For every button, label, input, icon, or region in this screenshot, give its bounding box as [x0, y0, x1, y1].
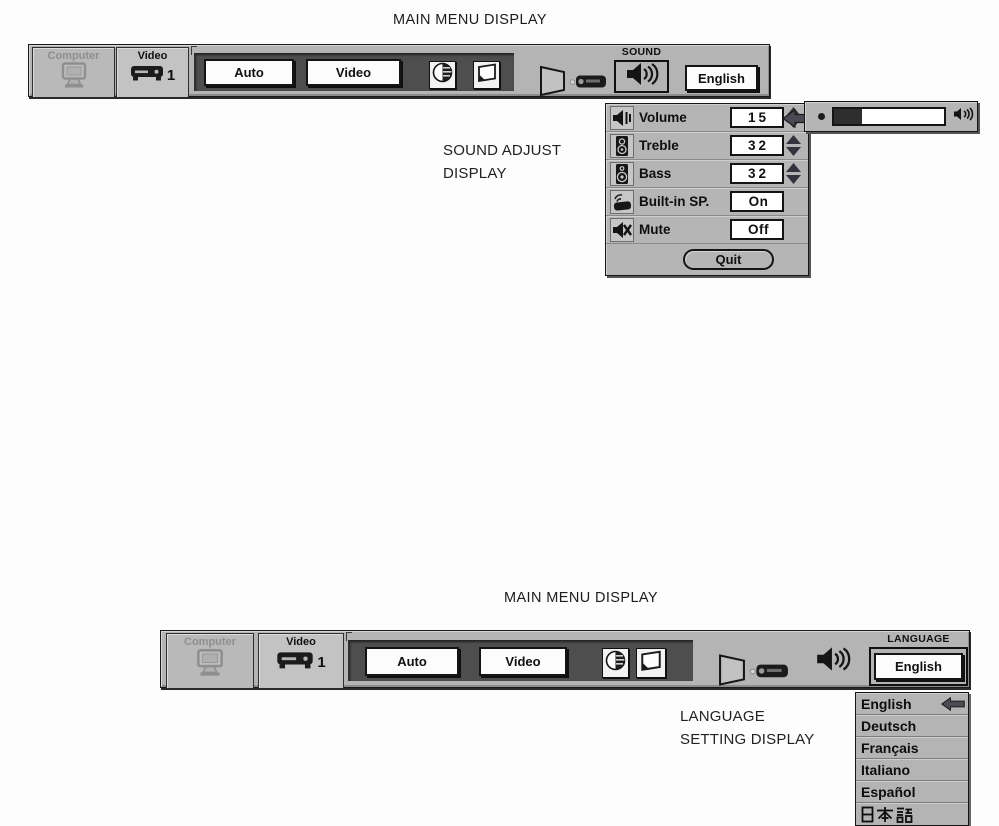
language-item-italiano[interactable]	[856, 759, 968, 781]
treble-label: Treble	[639, 138, 679, 153]
sound-adjust-caption-line1: SOUND ADJUST	[443, 142, 562, 159]
language-menu-item-selected[interactable]	[869, 647, 968, 686]
computer-tab-label: Computer	[184, 636, 236, 648]
keystone-icon	[476, 63, 498, 88]
video-tab-bottom[interactable]	[258, 633, 344, 688]
language-value-button-top[interactable]: English	[685, 65, 758, 91]
sound-menu-item[interactable]	[814, 645, 852, 678]
video-source-button[interactable]: Video	[306, 59, 401, 86]
menu-dark-area-bottom	[348, 640, 693, 681]
language-value-button-bottom: English	[874, 653, 963, 680]
sound-menu-item-selected[interactable]	[614, 60, 669, 93]
mute-icon	[610, 218, 634, 242]
quit-row	[606, 244, 808, 276]
vcr-icon	[130, 63, 164, 87]
video-tab[interactable]	[116, 47, 189, 97]
language-setting-caption	[680, 705, 814, 751]
treble-row[interactable]	[606, 132, 808, 160]
computer-monitor-icon	[192, 648, 228, 683]
computer-tab-label: Computer	[47, 50, 100, 62]
bass-spinner[interactable]	[784, 162, 803, 186]
language-item-label: Deutsch	[861, 717, 917, 734]
quit-button[interactable]: Quit	[683, 249, 774, 270]
image-adjust-menu-item[interactable]	[602, 648, 629, 678]
built-in-sp-value: On	[730, 191, 784, 212]
language-item-label: Italiano	[861, 761, 911, 778]
computer-tab-bottom[interactable]	[166, 633, 254, 688]
volume-icon	[610, 106, 634, 130]
volume-slider-fill	[834, 109, 862, 124]
mute-spacer	[784, 218, 803, 242]
contrast-icon	[605, 650, 626, 676]
video-channel-number: 1	[317, 653, 326, 671]
built-in-speaker-icon	[610, 190, 634, 214]
screen-adjust-menu-item[interactable]	[473, 61, 500, 89]
bass-value: 32	[730, 163, 784, 184]
language-item-label: Français	[861, 739, 919, 756]
main-menu-display-title-top: MAIN MENU DISPLAY	[393, 12, 547, 28]
volume-max-speaker-icon	[953, 106, 975, 127]
mute-value: Off	[730, 219, 784, 240]
language-item-francais[interactable]	[856, 737, 968, 759]
projector-icon[interactable]	[569, 73, 607, 96]
sound-adjust-panel	[605, 103, 809, 276]
bass-row[interactable]	[606, 160, 808, 188]
volume-row[interactable]	[606, 104, 808, 132]
built-in-sp-label: Built-in SP.	[639, 194, 710, 209]
sound-adjust-caption	[443, 139, 561, 185]
ceiling-screen-icon[interactable]	[718, 653, 746, 692]
ceiling-screen-icon[interactable]	[539, 65, 566, 102]
sound-section-label: SOUND	[621, 46, 662, 58]
video-channel-number: 1	[166, 66, 176, 84]
mute-label: Mute	[639, 222, 671, 237]
main-menu-display-title-bottom: MAIN MENU DISPLAY	[504, 590, 658, 606]
language-setting-caption-line2: SETTING DISPLAY	[680, 731, 815, 748]
video-tab-label: Video	[137, 50, 168, 62]
language-section-label: LANGUAGE	[887, 633, 950, 645]
volume-value: 15	[730, 107, 784, 128]
bass-label: Bass	[639, 166, 672, 181]
computer-tab[interactable]	[32, 47, 115, 97]
menu-dark-area-top	[194, 53, 514, 91]
language-item-label: Español	[861, 783, 916, 800]
cursor-left-arrow	[941, 697, 965, 716]
keystone-icon	[639, 650, 663, 677]
bass-icon	[610, 162, 634, 186]
projector-icon[interactable]	[749, 662, 789, 686]
language-item-label: English	[861, 695, 912, 712]
built-in-sp-row[interactable]	[606, 188, 808, 216]
sound-adjust-caption-line2: DISPLAY	[443, 165, 507, 182]
computer-monitor-icon	[57, 62, 91, 94]
language-setting-caption-line1: LANGUAGE	[680, 708, 765, 725]
mute-row[interactable]	[606, 216, 808, 244]
video-tab-label: Video	[286, 636, 316, 648]
language-item-espanol[interactable]	[856, 781, 968, 803]
video-source-button[interactable]: Video	[479, 647, 567, 676]
speaker-icon	[624, 61, 660, 92]
auto-button[interactable]: Auto	[365, 647, 459, 676]
screen-adjust-menu-item[interactable]	[636, 648, 666, 678]
contrast-icon	[432, 62, 453, 88]
volume-slider-track[interactable]	[832, 107, 946, 126]
language-item-label-japanese-glyphs	[861, 806, 913, 823]
auto-button[interactable]: Auto	[204, 59, 294, 86]
main-menu-bar-top	[28, 44, 770, 97]
volume-min-dot	[818, 113, 825, 120]
treble-value: 32	[730, 135, 784, 156]
treble-spinner[interactable]	[784, 134, 803, 158]
language-item-english[interactable]	[856, 693, 968, 715]
treble-icon	[610, 134, 634, 158]
language-item-deutsch[interactable]	[856, 715, 968, 737]
volume-label: Volume	[639, 110, 687, 125]
vcr-icon	[276, 649, 314, 675]
image-adjust-menu-item[interactable]	[429, 61, 456, 89]
language-item-japanese[interactable]	[856, 803, 968, 825]
volume-slider-popup	[804, 101, 978, 132]
main-menu-bar-bottom	[160, 630, 970, 688]
built-in-sp-spacer	[784, 190, 803, 214]
language-setting-list	[855, 692, 969, 826]
